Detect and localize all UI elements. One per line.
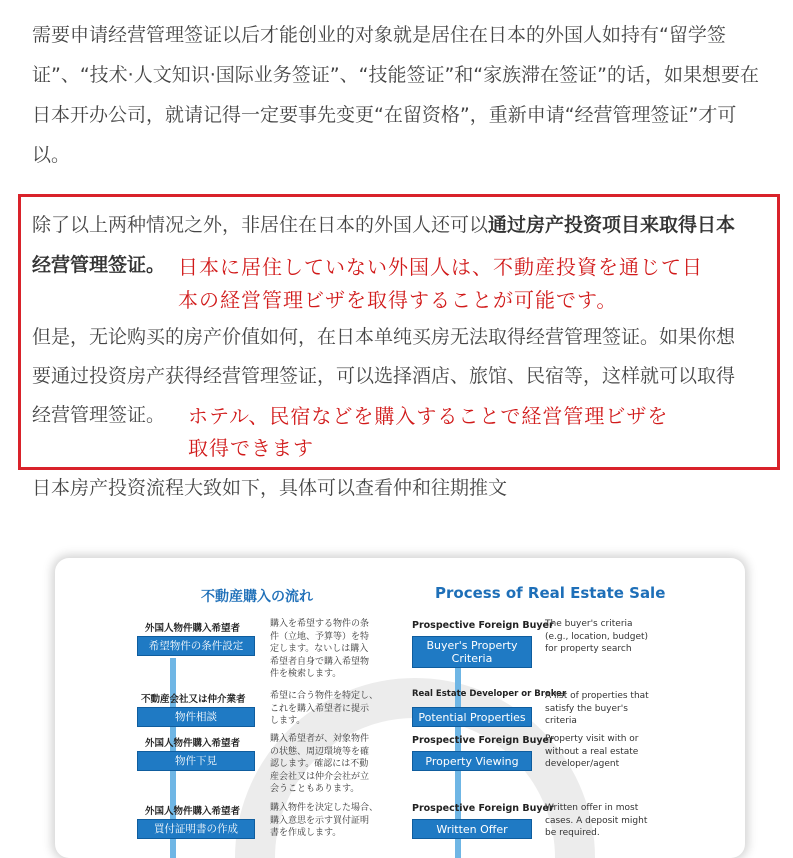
- handwritten-note-2a: ホテル、民宿などを購入することで経営管理ビザを: [188, 404, 669, 428]
- intro-line: 以。: [32, 144, 71, 166]
- intro-line: 证”、“技术·人文知识·国际业务签证”、“技能签证”和“家族滞在签证”的话，如果想要在: [32, 64, 759, 86]
- box-paragraph-1-line-2: [32, 250, 165, 277]
- intro-paragraph: [32, 15, 772, 175]
- handwritten-note-2b: 取得できます: [188, 436, 314, 460]
- intro-line: 日本开办公司，就请记得一定要事先变更“在留资格”，重新申请“经营管理签证”才可: [32, 104, 737, 126]
- jp-step-box: 買付証明書の作成: [137, 819, 255, 839]
- jp-step-actor: 外国人物件購入希望者: [145, 738, 241, 749]
- en-step-actor: Prospective Foreign Buyer: [412, 803, 554, 814]
- box-paragraph-2-line-1: 但是，无论购买的房产价值如何，在日本单纯买房无法取得经营管理签证。如果你想: [32, 326, 736, 348]
- en-step-box: Property Viewing: [412, 751, 532, 771]
- intro-line: 需要申请经营管理签证以后才能创业的对象就是居住在日本的外国人如持有“留学签: [32, 24, 726, 46]
- infographic-title-en: Process of Real Estate Sale: [435, 584, 666, 602]
- handwritten-note-1a: 日本に居住していない外国人は、不動産投資を通じて日: [178, 255, 703, 279]
- en-step-actor: Real Estate Developer or Broker: [412, 689, 567, 699]
- bold-highlight: 通过房产投资项目来取得日本: [488, 214, 736, 236]
- box-paragraph-2-line-2: 要通过投资房产获得经营管理签证，可以选择酒店、旅馆、民宿等，这样就可以取得: [32, 365, 736, 387]
- jp-step-desc: 購入を希望する物件の条 件（立地、予算等）を特 定します。ないしは購入 希望者自身で購入希望物 件を検索します。: [270, 619, 370, 679]
- jp-step-desc: 希望に合う物件を特定し、 これを購入希望者に提示 します。: [270, 691, 379, 726]
- jp-step-box: 物件下見: [137, 751, 255, 771]
- infographic-title-jp: 不動産購入の流れ: [201, 589, 313, 605]
- en-step-actor: Prospective Foreign Buyer: [412, 620, 554, 631]
- box-paragraph-1-line-1: 除了以上两种情况之外，非居住在日本的外国人还可以通过房产投资项目来取得日本: [32, 214, 736, 236]
- jp-step-actor: 外国人物件購入希望者: [145, 623, 241, 634]
- en-step-box: Potential Properties: [412, 707, 532, 727]
- jp-step-actor: 外国人物件購入希望者: [145, 806, 241, 817]
- en-step-desc: A list of properties that satisfy the buyer's criteria: [545, 691, 649, 726]
- jp-step-box: 希望物件の条件設定: [137, 636, 255, 656]
- jp-step-actor: 不動産会社又は仲介業者: [141, 694, 246, 705]
- en-step-desc: Written offer in most cases. A deposit might be required.: [545, 803, 648, 838]
- en-step-desc: The buyer's criteria (e.g., location, budget) for property search: [545, 619, 649, 654]
- after-box-text: 日本房产投资流程大致如下，具体可以查看仲和往期推文: [32, 477, 508, 499]
- box-paragraph-2-line-3: 经营管理签证。: [32, 404, 166, 426]
- bold-highlight: 经营管理签证。: [32, 254, 166, 276]
- jp-step-desc: 購入希望者が、対象物件 の状態、周辺環境等を確 認します。確認には不動 産会社又は仲介会社が立 会うこともあります。: [270, 734, 370, 794]
- real-estate-process-infographic: [55, 558, 745, 858]
- en-step-box: Buyer's Property Criteria: [412, 636, 532, 668]
- jp-step-box: 物件相談: [137, 707, 255, 727]
- en-step-actor: Prospective Foreign Buyer: [412, 735, 554, 746]
- en-step-box: Written Offer: [412, 819, 532, 839]
- handwritten-note-1b: 本の経営管理ビザを取得することが可能です。: [178, 288, 618, 312]
- jp-step-desc: 購入物件を決定した場合、 購入意思を示す買付証明 書を作成します。: [270, 803, 379, 838]
- en-step-desc: Property visit with or without a real estate developer/agent: [545, 734, 639, 769]
